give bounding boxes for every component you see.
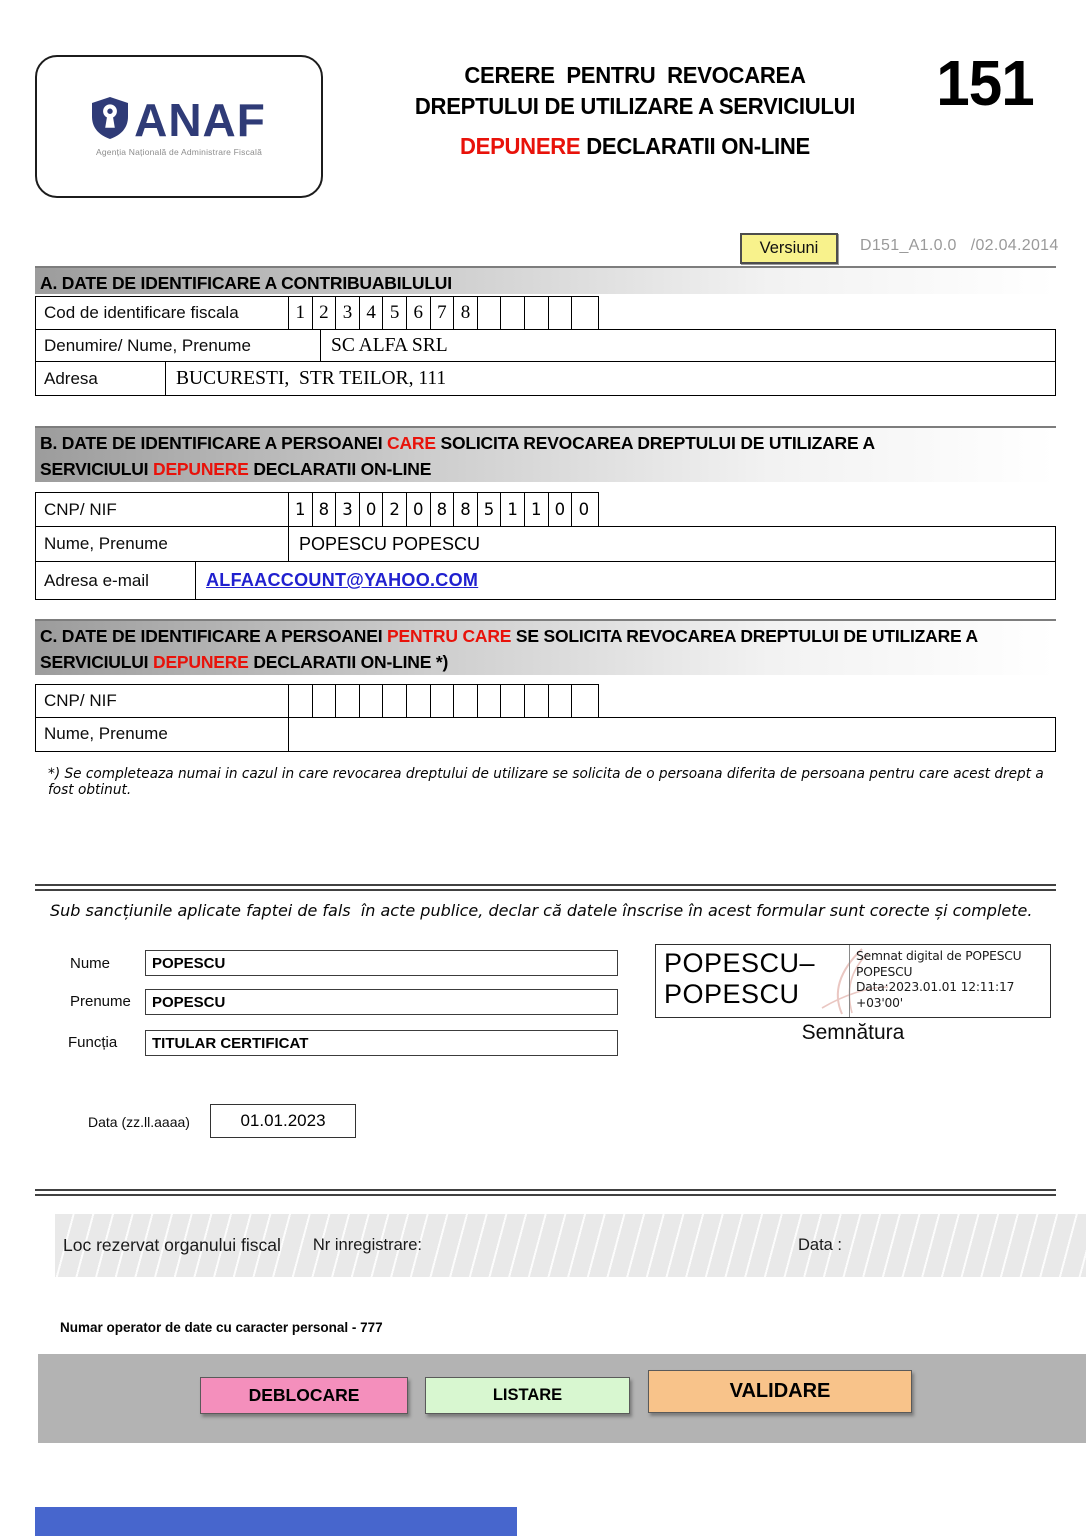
operator-note: Numar operator de date cu caracter personal - 777 (60, 1320, 383, 1335)
digit-cell[interactable] (501, 685, 525, 717)
signature-detail-line4: +03'00' (856, 995, 903, 1010)
section-b-text: B. DATE DE IDENTIFICARE A PERSOANEI (40, 433, 388, 453)
signature-name-line2: POPESCU (664, 979, 800, 1009)
cif-row (35, 296, 599, 330)
digit-cell[interactable] (525, 297, 549, 329)
company-name-label: Denumire/ Nume, Prenume (36, 330, 321, 362)
digit-cell[interactable]: 0 (360, 493, 384, 526)
section-c-text: SERVICIULUI (40, 652, 153, 672)
digit-cell[interactable] (360, 685, 384, 717)
digit-cell[interactable]: 2 (313, 297, 337, 329)
digit-cell[interactable]: 1 (501, 493, 525, 526)
digit-cell[interactable] (336, 685, 360, 717)
signature-divider (849, 945, 850, 1017)
form-title-line2: DREPTULUI DE UTILIZARE A SERVICIULUI (414, 93, 856, 119)
digit-cell[interactable]: 2 (383, 493, 407, 526)
section-c-text: SE SOLICITA REVOCAREA DREPTULUI DE UTILIZARE A (511, 626, 978, 646)
company-name-field[interactable]: SC ALFA SRL (331, 334, 448, 356)
section-b-red-depunere: DEPUNERE (153, 459, 249, 479)
section-c-header (35, 619, 1056, 675)
person-name-row (35, 526, 1056, 563)
address-label: Adresa (36, 362, 166, 395)
digit-cell[interactable] (549, 685, 573, 717)
nume-field[interactable]: POPESCU (145, 950, 618, 976)
nume-label: Nume (70, 955, 111, 972)
signature-detail-line2: POPESCU (856, 964, 913, 979)
signature-detail-line3: Data:2023.01.01 12:11:17 (856, 980, 1015, 995)
person-c-name-row (35, 717, 1056, 752)
fiscal-reserved-label: Loc rezervat organului fiscal (63, 1235, 281, 1255)
cnp-b-digit-cells (289, 493, 596, 526)
digit-cell[interactable]: 7 (431, 297, 455, 329)
signature-name-line1: POPESCU– (664, 948, 816, 978)
digital-signature-widget[interactable] (655, 944, 1051, 1018)
digit-cell[interactable]: 0 (578, 500, 590, 519)
digit-cell[interactable]: 5 (383, 297, 407, 329)
digit-cell[interactable]: 3 (336, 493, 360, 526)
footnote: *) Se completeaza numai in cazul in care revocarea dreptului de utilizare se solicita de o persoana diferita de persoana pentru care acest drept a fost obtinut. (48, 766, 1044, 798)
digit-cell[interactable] (313, 685, 337, 717)
digit-cell[interactable] (454, 685, 478, 717)
digit-cell[interactable] (431, 685, 455, 717)
person-c-name-label: Nume, Prenume (36, 718, 289, 751)
data-label: Data (zz.ll.aaaa) (88, 1114, 190, 1130)
signature-detail-line1: Semnat digital de POPESCU (856, 949, 1022, 963)
prenume-field[interactable]: POPESCU (145, 989, 618, 1015)
data-field[interactable]: 01.01.2023 (210, 1104, 356, 1138)
person-name-label: Nume, Prenume (36, 527, 289, 562)
section-c-header-line2 (40, 649, 1056, 675)
address-row (35, 361, 1056, 396)
declaration-text: Sub sancțiunile aplicate faptei de fals în acte publice, declar că datele înscrise în acest formular sunt corecte și complete. (50, 901, 1033, 920)
registration-number-label: Nr inregistrare: (312, 1236, 423, 1254)
person-name-field[interactable]: POPESCU POPESCU (299, 533, 481, 554)
digit-cell[interactable] (572, 685, 596, 717)
versiuni-button[interactable]: Versiuni (740, 233, 838, 264)
section-b-header-line2 (40, 456, 1056, 482)
email-label: Adresa e-mail (36, 562, 196, 599)
cif-label: Cod de identificare fiscala (36, 297, 289, 329)
digit-cell[interactable] (549, 297, 573, 329)
digit-cell[interactable]: 1 (525, 493, 549, 526)
cnp-c-digit-cells (289, 685, 596, 717)
digit-cell[interactable]: 8 (454, 297, 478, 329)
digit-cell[interactable]: 8 (454, 493, 478, 526)
company-name-row (35, 329, 1056, 363)
digit-cell[interactable]: 0 (549, 493, 573, 526)
form-title-line3 (371, 131, 899, 162)
address-field[interactable]: BUCURESTI, STR TEILOR, 111 (176, 367, 447, 389)
footer-blue-bar (35, 1507, 517, 1536)
section-b-text: DECLARATII ON-LINE (248, 459, 432, 479)
form-number: 151 (936, 47, 1034, 119)
prenume-label: Prenume (70, 993, 131, 1010)
anaf-logo-subtitle: Agenția Națională de Administrare Fiscală (95, 146, 262, 157)
person-c-name-field[interactable] (289, 718, 1055, 751)
cnp-b-label: CNP/ NIF (36, 493, 289, 526)
version-info (860, 237, 1059, 255)
semnatura-label: Semnătura (801, 1021, 905, 1044)
section-b-red-care: CARE (387, 433, 436, 453)
section-c-text: C. DATE DE IDENTIFICARE A PERSOANEI (40, 626, 388, 646)
digit-cell[interactable]: 8 (431, 493, 455, 526)
digit-cell[interactable]: 1 (289, 297, 313, 329)
section-b-text: SERVICIULUI (40, 459, 153, 479)
form-title-line1: CERERE PENTRU REVOCAREA (464, 62, 806, 88)
section-c-red-pentru-care: PENTRU CARE (387, 626, 512, 646)
action-button-bar (38, 1354, 1086, 1443)
digit-cell[interactable] (407, 685, 431, 717)
digit-cell[interactable]: 0 (407, 493, 431, 526)
functia-field[interactable]: TITULAR CERTIFICAT (145, 1030, 618, 1056)
email-field[interactable]: ALFAACCOUNT@YAHOO.COM (206, 570, 479, 590)
anaf-shield-icon (92, 97, 128, 144)
deblocare-button[interactable]: DEBLOCARE (200, 1377, 408, 1414)
digit-cell[interactable] (289, 685, 313, 717)
listare-button[interactable]: LISTARE (425, 1377, 630, 1414)
digit-cell[interactable]: 6 (407, 297, 431, 329)
digit-cell[interactable] (478, 685, 502, 717)
cnp-c-row (35, 684, 599, 718)
section-c-text: DECLARATII ON-LINE *) (248, 652, 449, 672)
validare-button[interactable]: VALIDARE (648, 1370, 912, 1413)
digit-cell[interactable] (525, 685, 549, 717)
digit-cell[interactable]: 5 (478, 493, 502, 526)
form-title (371, 60, 899, 162)
cif-digit-cells (289, 297, 596, 329)
fiscal-reserved-box (55, 1214, 1086, 1277)
section-a-header: A. DATE DE IDENTIFICARE A CONTRIBUABILULUI (35, 266, 1056, 294)
divider-top (35, 884, 1056, 891)
anaf-logo-text: ANAF (134, 94, 266, 146)
functia-label: Funcția (68, 1034, 118, 1051)
digit-cell[interactable]: 8 (313, 493, 337, 526)
digit-cell[interactable]: 4 (360, 297, 384, 329)
cnp-b-row (35, 492, 599, 527)
digit-cell[interactable] (478, 297, 502, 329)
form-title-depunere: DEPUNERE (459, 133, 581, 159)
digit-cell[interactable] (501, 297, 525, 329)
divider-bottom (35, 1189, 1056, 1196)
fiscal-date-label: Data : (798, 1236, 843, 1254)
section-b-header (35, 426, 1056, 482)
section-c-red-depunere: DEPUNERE (153, 652, 249, 672)
version-date: /02.04.2014 (970, 237, 1059, 254)
anaf-logo-box (35, 55, 323, 198)
section-c-header-line1 (40, 623, 1056, 649)
digit-cell[interactable] (572, 297, 596, 329)
signature-details (856, 949, 1022, 1011)
digit-cell[interactable]: 3 (336, 297, 360, 329)
cnp-c-label: CNP/ NIF (36, 685, 289, 717)
section-b-header-line1 (40, 430, 1056, 456)
digit-cell[interactable]: 1 (289, 493, 313, 526)
section-b-text: SOLICITA REVOCAREA DREPTULUI DE UTILIZARE A (435, 433, 875, 453)
version-code: D151_A1.0.0 (860, 237, 957, 254)
form-title-line3-rest: DECLARATII ON-LINE (580, 133, 811, 159)
email-row (35, 561, 1056, 600)
signature-name (664, 948, 815, 1010)
digit-cell[interactable] (383, 685, 407, 717)
